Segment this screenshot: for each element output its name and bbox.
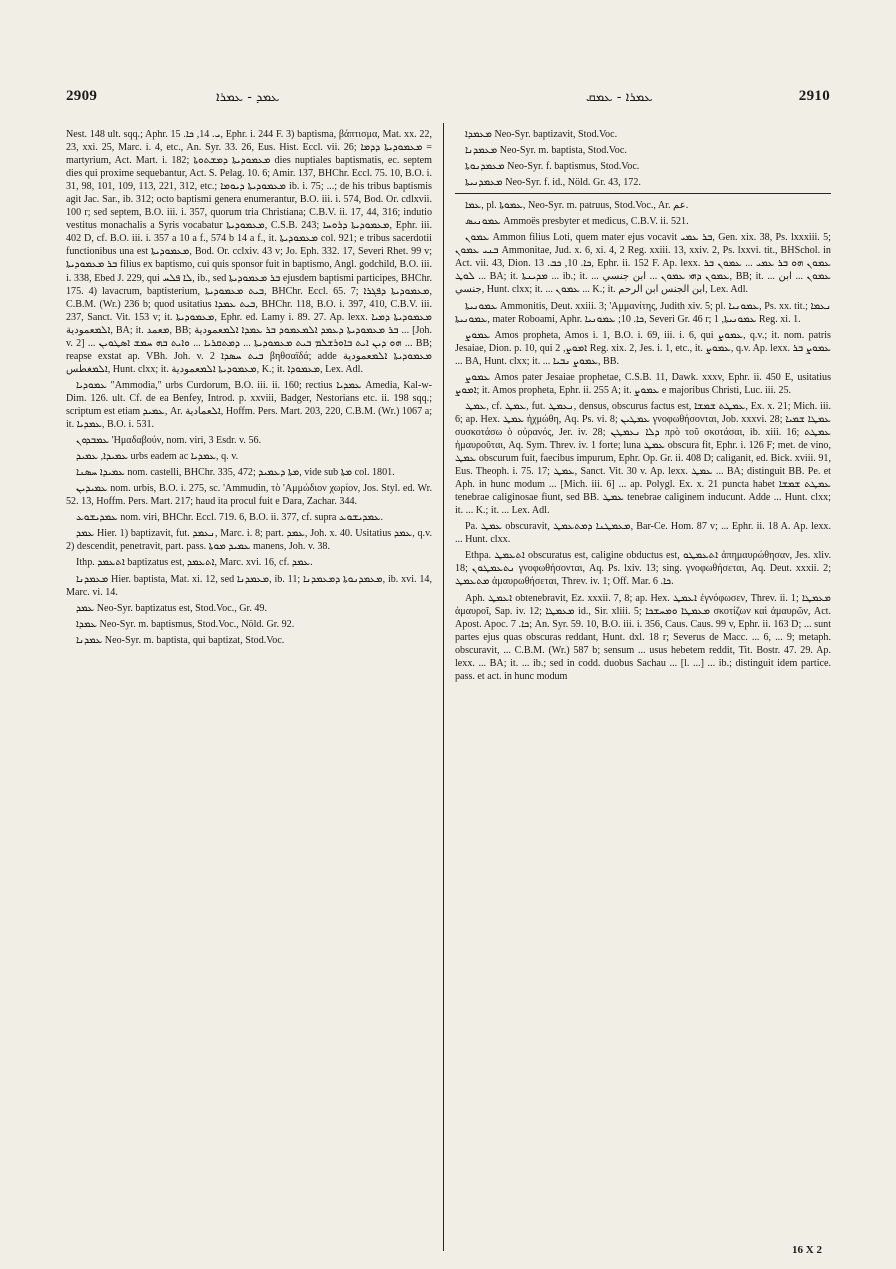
entry-paragraph: ܥܡܕܐ Neo-Syr. m. baptismus, Stod.Voc., Nöld. Gr. 92. [76,618,295,630]
entry-paragraph: Ithp. ܐܬܥܡܕ baptizatus est, ܐܬܥܡܕ, Marc. xvi. 16, cf. ܥܡܕ. [76,557,313,569]
entry-paragraph: Pa. ܥܡܛ obscuravit, ܡܥܡܛܢܐ ܕܡܬܥܡܛ, Bar-Ce. Hom. 87 v; ... Ephr. ii. 18 A. Ap. lexx. ... Hunt. clxx. [455,521,831,546]
entry-paragraph: ܡܥܡܕܢܝܬܐ Neo-Syr. f. id., Nöld. Gr. 43, 172. [465,177,641,189]
entry-paragraph: ܥܡܘܢܝܬܐ Ammonitis, Deut. xxiii. 3; 'Αμμανίτης, Judith xiv. 5; pl. ܥܡܘܢܝܐ, Ps. xx. tit.; ܢܥܡܐ ܥܡܘܢܝܬܐ, mater Roboami, Aphr. ܟܐ. 10; ܥܡܘܢܝܐ, Severi Gr. 46 r; ܥܡܘܢܝܬܐ, 1 Reg. xi. 1. [455,300,831,325]
entry-paragraph: ܥܡܘܨ Amos propheta, Amos i. 1, B.O. i. 69, iii. i. 6, qui ܥܡܘܨ, q.v.; it. nom. patris Jesaiae, Dion. p. 10, qui ܐܡܘܨ, 2 Reg. xix. 2, Jes. i. 1, etc., it. ܥܡܘܨ, q.v. Ap. lexx. ܥܡܘܨ ܒܪ ... BA, Hunt. clxx; it. ... ܥܡܘܨ ܢܒܝܐ, BB. [455,329,831,367]
entry-paragraph: ܥܡܕ Neo-Syr. baptizatus est, Stod.Voc., Gr. 49. [76,602,267,614]
signature-mark: 16 X 2 [792,1244,822,1256]
left-running-head: ܥܡܕ - ܥܡܪܐ [216,90,280,105]
entry-paragraph: ܡܥܡܕܐ Neo-Syr. baptizavit, Stod.Voc. [465,129,618,140]
right-running-head: ܥܡܪܐ - ܥܡܩ [586,90,653,105]
entry-paragraph: ܥܡܕ Hier. 1) baptizavit, fut. ܢܥܡܕ, Marc. i. 8; part. ܥܡܕ, Joh. x. 40. Usitatius ܥܡܕ, q.v. 2) descendit, penetravit, part. pass. ܥܡܝܕ ܡܘܬܐ manens, Joh. v. 38. [66,528,432,553]
column-divider [443,123,444,1251]
entry-paragraph: ܥܡܘܨ Amos pater Jesaiae prophetae, C.S.B. 11, Dawk. xxxv, Ephr. ii. 450 E, usitatius ܐܡܘܨ; it. Amos propheta, Ephr. ii. 255 A; it. ܥܡܘܨ e majoribus Christi, Luc. iii. 25. [455,371,831,396]
entry-paragraph: ܥܡܒܕܘܢ 'Ημαδαβούν, nom. viri, 3 Esdr. v. 56. [76,435,262,447]
entry-paragraph: ܥܡܐ, pl. ܥܡܘܬܐ, Neo-Syr. m. patruus, Stod.Voc., Ar. عم. [465,200,689,212]
entry-paragraph: ܥܡܕܢܐ Neo-Syr. m. baptista, qui baptizat, Stod.Voc. [76,634,285,646]
right-page-number: 2910 [798,88,830,104]
entry-paragraph: ܡܥܡܕܢܘܬܐ Neo-Syr. f. baptismus, Stod.Voc. [465,161,640,173]
entry-paragraph: ܥܡܛ, cf. ܥܡܛ, fut. ܢܥܡܛ, densus, obscurus factus est, ܥܡܛܬ ܫܡܫܐ, Ex. x. 21; Mich. iii. 6; ap. Hex. ܥܡܛ ἠχμώθη, Aq. Ps. vi. 8; ܥܡܛܝܢ γνοφωθήσονται, Job. xxxvi. 28; ܥܡܛܐ ܫܡܝܐ συσκοτάσω ὁ οὐρανός, Jer. iv. 28; ܕܠܐ ܢܥܡܛܢ πρὸ τοῦ σκοτάσαι, ib. xiii. 16; ܥܡܛܬ ἠμαυροῦται, Aq. Sym. Threv. iv. 1 forte; luna ܥܡܛ obscura fit, Ephr. i. 126 F; met. de vino, ܥܡܛ obscurum fuit, faecibus impurum, Ephr. Op. Gr. ii. 408 D; caliganit, ed. Bick. xviii. 91, Eus. Theoph. i. 75. 17; ܥܡܛ, Sanct. Vit. 30 v. Ap. lexx. ܥܡܛ ... BA; distinguit BB. Pe. et Aph. in hunc modum ... [Mich. iii. 6] ... ap. Polygl. Ex. x. 21 puncta habet ܥܡܛܬ ܫܡܫܐ tenebrae caliginosae fiunt, sed BB. ܥܡܛ tenebrae caliginem inducunt. Adde ... Hunt. clxx; it. ... K.; it. ... Lex. Adl. [455,400,831,517]
entry-paragraph: Aph. ܐܥܡܛ obtenebravit, Ez. xxxii. 7, 8; ap. Hex. ܐܥܡܛ ἐγνόφωσεν, Threv. ii. 1; ܡܥܡܛܐ ἀμαυροῖ, Sap. iv. 12; ܡܥܡܛܐ id., Sir. xliii. 5; ܡܥܡܛܐ ܘܡܚܫܟܐ σκοτίζων καὶ ἀμαυρῶν, Act. Apost. Apoc. ܟܐ. 7; An. Syr. 59. 10, B.O. iii. i. 356, Caus. Caus. 99 v, Ephr. ii. 163 D; ... sunt partes ejus quas obscuras reddant, Hunt. dxl. 18 r; Severus de Macc. ... 6, ... 9; metaph. obscuravit, ... C.B.M. (Wr.) 587 b; sensum ... usus hebetem reddit, Tit. Bostr. 47. 29. Ap. lexx. ... BA; it. ... ib.; sed in codd. duobus Sachau ... [l. ...] ... ib.; distinguit idem partice. pass. et act. in hunc modum [455,592,831,682]
right-column [455,128,831,1248]
left-page-number: 2909 [66,88,98,104]
entry-paragraph: ܥܡܝܕܐ ܚܣܢܐ nom. castelli, BHChr. 335, 472; ܡܬܐ ܕܥܡܝܕ, vide sub ܡܬܐ col. 1801. [76,467,395,479]
section-rule [455,193,831,194]
entry-paragraph: ܥܡܝܕܝܢ nom. urbis, B.O. i. 275, sc. 'Ammudin, τὸ 'Αμμώδιον χωρίον, Jos. Styl. ed. Wr. 52. 13, Hoffm. Pers. Mart. 217; haud ita procul fuit e Dara, Zachar. 344. [66,483,432,508]
entry-paragraph: ܡܥܡܕܢܐ Neo-Syr. m. baptista, Stod.Voc. [465,145,627,157]
entry-paragraph: ܥܡܘܢܝܣ Ammoës presbyter et medicus, C.B.V. ii. 521. [465,216,689,228]
left-column [66,128,432,1256]
entry-paragraph: Nest. 148 ult. sqq.; Aphr. ܝ. 14, ܟܐ. 15, Ephr. i. 244 F. 3) baptisma, βάπτισμα, Mat. xx. 22, 23, xxi. 25, Marc. i. 4, etc., An. Syr. 33. 26, Eus. Hist. Eccl. vii. 26; ܡܥܡܘܕܝܬܐ ܕܕܡܐ = martyrium, Act. Mart. i. 182; ܡܥܡܘܕܝܬܐ ܕܡܫܬܘܬܐ dies nuptiales baptismatis, ec. septem dies qui proxime sequebantur, Act. S. Pelag. 10. 6; Amir. 137, BHChr. Eccl. 75. 10, B.O. i. 31, 98, 101, 109, 113, 221, 312, etc.; ܡܥܡܘܕܝܬܐ ܕܝܘܡܐ ib. i. 75; ...; de his tribus baptismis agit Jac. Sar., ib. 312; octo baptismi genera enumerantur, B.O. iii. i. 574, Bod. Or. cdlxvii. 100 r; sed septem, B.O. iii. i. 357, quorum tria Christiana; C.B.V. ii. 17, 44, 316; indutio vestitus monachalis a Syris vocabatur ܡܥܡܘܕܝܬܐ, C.S.B. 243; ܡܥܡܘܕܝܬܐ ܕܪܘܚܐ, Ephr. iii. 402 D, cf. B.O. iii. i. 357 a 10 a f., 574 b 14 a f., it. ܡܥܡܘܕܝܬܐ col. 921; e tribus sacerdotii functionibus una est ܡܥܡܘܕܝܬܐ, Bod. Or. cclxiv. 43 v; Jo. Eph. 332. 17, Severi Rhet. 99 v; ܒܪ ܡܥܡܘܕܝܬܐ filius ex baptismo, cui quis sponsor fuit in baptismo, Angl. godchild, B.O. iii. i. 338, Ebed J. 229, qui ܠܐ ܦܠܚ, ib., sed ܒܪ ܡܥܡܘܕܝܬܐ ejusdem baptismi participes, BHChr. 175. 4) lavacrum, baptisterium, ܒܝܬ ܡܥܡܘܕܝܬܐ, BHChr. Eccl. 65. 7; ܡܥܡܘܕܝܬܐ ܕܦܓܪܐ, C.B.M. (Wr.) 236 b; quod usitatius ܒܝܬ ܥܡܕܐ, BHChr. 118, B.O. i. 397, 410, C.B.V. iii. 237, Sanct. Vit. 153 v; it. ܡܥܡܘܕܝܬܐ, Ephr. ed. Lamy i. 89. 27. Ap. lexx. ܡܥܡܘܕܝܬܐ ܕܡܝܐ ܐܠܡعمودية, BA; it. ܡعمد, BB; ܒܪ ܡܥܡܘܕܝܬܐ ܕܥܡܕ ܐܠܡܥܡܘܕ ܒܪ ܥܡܕܐ ܐܠܡعمودية ... [Joh. v. 2] ... ܗܘ ܕܝܢ ܐܝܬ ܒܐܘܪܫܠܡ ܒܝܬ ܡܥܡܘܕܝܬܐ ... ܕܡܬܩܪܝܐ ... ܘܐܝܬ ܒܗ ܚܡܫ ܐܣܛܘܝܢ ... BB; reapse exstat ap. VBh. Joh. v. 2 ܒܝܬ ܚܣܕܐ βηθσαϊδά; adde ܡܥܡܘܕܝܬܐ ܐܠܡعمودية ܐܠܡغطس, Hunt. clxx; it. ܡܥܡܘܕܝܬܐ ܐܠܡعمودية, K.; it. ܡܥܡܘܕܐ, Lex. Adl. [66,129,432,375]
page-header [66,88,830,112]
entry-paragraph: Ethpa. ܐܬܥܡܛ obscuratus est, caligine obductus est, ܐܬܥܡܛܘ ἀπημαυρώθησαν, Jes. xliv. 18; ܢܬܥܡܛܘܢ γνοφωθήσονται, Aq. Ps. lxiv. 13; sing. γνοφωθήσεται, Aq. Deut. xxxii. 2; ܡܬܥܡܛ ἀμαυρωθήσεται, Threv. iv. 1; Off. Mar. ܟܐ. 6. [455,550,831,588]
entry-paragraph: ܥܡܝܕܐ, ܥܡܝܕ urbs eadem ac ܥܡܕܝܐ, q. v. [76,451,239,463]
entry-paragraph: ܥܡܕܝܫܘܥ nom. viri, BHChr. Eccl. 719. 6, B.O. ii. 377, cf. supra ܥܡܕܝܫܘܥ. [76,512,384,524]
entry-paragraph: ܡܥܡܕܢܐ Hier. baptista, Mat. xi. 12, sed ܡܥܡܕܢܐ, ib. 11; ܡܥܡܕܢܘܬܐ ܕܡܥܡܕܢܐ, ib. xvi. 14, Marc. vi. 14. [66,573,432,598]
entry-paragraph: ܥܡܘܕܝܐ "Ammodia," urbs Curdorum, B.O. iii. ii. 160; rectius ܥܡܕܝܐ Amedia, Kal-w-Dim. 126. ult. Cf. de ea Benfey, Introd. p. xxviii, Badger, Nestorians etc. ii. 198 sqq.; scriptum est etiam ܥܡܝܕ, Ar. ܐܠعمادية, Hoffm. Pers. Mart. 203, 220, C.B.M. (Wr.) 1067 a; it. ܥܡܕܝܐ, B.O. i. 531. [66,379,432,431]
entry-paragraph: ܥܡܘܢ Ammon filius Loti, quem mater ejus vocavit ܒܪ ܥܡܝ, Gen. xix. 38, Ps. lxxxiii. 5; ܒܢܝ ܥܡܘܢ Ammonitae, Jud. x. 6, xi. 4, 2 Reg. xxiii. 13, xxiv. 2, Ps. lxxvi. tit., BHSchol. in Act. vii. 43, Dion. ܟܐ. 10, ܟܒ. 13, Ephr. ii. 152 F. Ap. lexx. ܥܡܘܢ ܗܘ ܒܪ ܥܡܝ ... ܥܡܘܢ ܒܪ ܠܘܛ ... BA; it. ܡܕܝܢܬܐ ... ib.; it. ... ܥܡܘܢ ܕܗܝ ܥܡܘܢ ... ابن جنسي, BB; it. ... ܥܡܘܢ ... ابن جنسي, Hunt. clxx; it. ... ܥܡܘܢ ... K.; it. ابن الجنس ابن الرحم, Lex. Adl. [455,232,831,296]
